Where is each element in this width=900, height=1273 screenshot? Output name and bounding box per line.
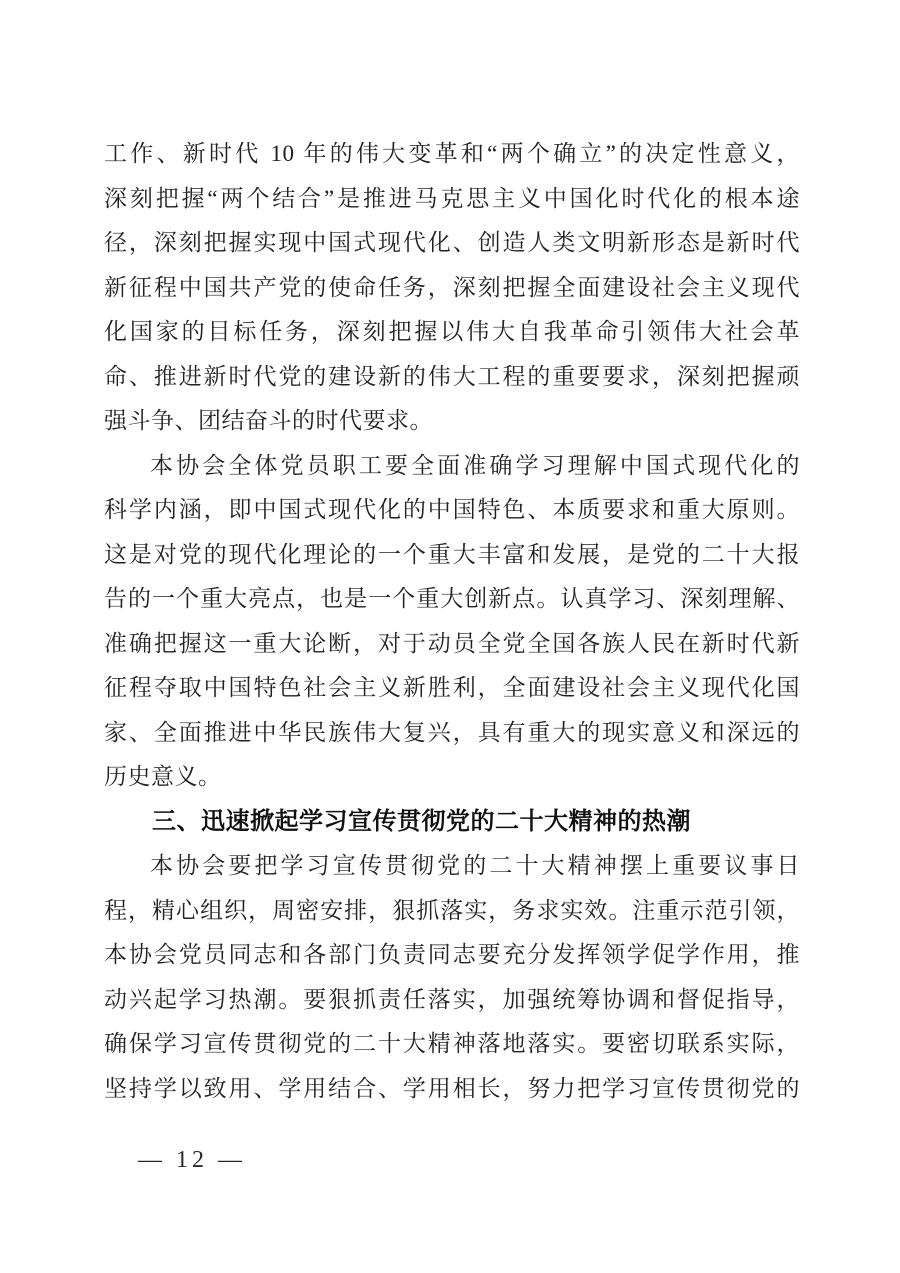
text-line: 程，精心组织，周密安排，狠抓落实，务求实效。注重示范引领， bbox=[104, 897, 800, 923]
text-line: 化国家的目标任务，深刻把握以伟大自我革命引领伟大社会革 bbox=[104, 319, 800, 344]
paragraph-3 bbox=[104, 844, 800, 1111]
text-line: 本协会全体党员职工要全面准确学习理解中国式现代化的 bbox=[150, 452, 800, 478]
text-line: 这是对党的现代化理论的一个重大丰富和发展，是党的二十大报 bbox=[104, 541, 800, 567]
text-line: 工作、新时代 10 年的伟大变革和“两个确立”的决定性意义， bbox=[104, 141, 800, 166]
text-line: 征程夺取中国特色社会主义新胜利，全面建设社会主义现代化国 bbox=[104, 675, 800, 700]
text-line: 本协会要把学习宣传贯彻党的二十大精神摆上重要议事日 bbox=[150, 853, 800, 878]
text-line: 坚持学以致用、学用结合、学用相长，努力把学习宣传贯彻党的 bbox=[104, 1075, 800, 1101]
document-text-block bbox=[104, 132, 800, 1111]
page-number: — 12 — bbox=[138, 1147, 246, 1173]
text-line: 本协会党员同志和各部门负责同志要充分发挥领学促学作用，推 bbox=[104, 942, 800, 967]
text-line: 深刻把握“两个结合”是推进马克思主义中国化时代化的根本途 bbox=[104, 185, 800, 211]
text-line: 动兴起学习热潮。要狠抓责任落实，加强统筹协调和督促指导， bbox=[104, 986, 800, 1012]
paragraph-2 bbox=[104, 444, 800, 800]
text-line: 径，深刻把握实现中国式现代化、创造人类文明新形态是新时代 bbox=[104, 230, 800, 255]
text-line: 确保学习宣传贯彻党的二十大精神落地落实。要密切联系实际， bbox=[104, 1031, 800, 1056]
text-line: 强斗争、团结奋斗的时代要求。 bbox=[104, 408, 433, 433]
text-line: 家、全面推进中华民族伟大复兴，具有重大的现实意义和深远的 bbox=[104, 719, 800, 745]
text-line: 科学内涵，即中国式现代化的中国特色、本质要求和重大原则。 bbox=[104, 497, 800, 522]
text-line: 新征程中国共产党的使命任务，深刻把握全面建设社会主义现代 bbox=[104, 274, 800, 300]
text-line: 告的一个重大亮点，也是一个重大创新点。认真学习、深刻理解、 bbox=[104, 586, 800, 611]
text-line: 历史意义。 bbox=[104, 764, 222, 789]
text-line: 命、推进新时代党的建设新的伟大工程的重要要求，深刻把握顽 bbox=[104, 363, 800, 389]
paragraph-1 bbox=[104, 132, 800, 444]
section-heading: 三、迅速掀起学习宣传贯彻党的二十大精神的热潮 bbox=[152, 807, 691, 835]
text-line: 准确把握这一重大论断，对于动员全党全国各族人民在新时代新 bbox=[104, 630, 800, 656]
